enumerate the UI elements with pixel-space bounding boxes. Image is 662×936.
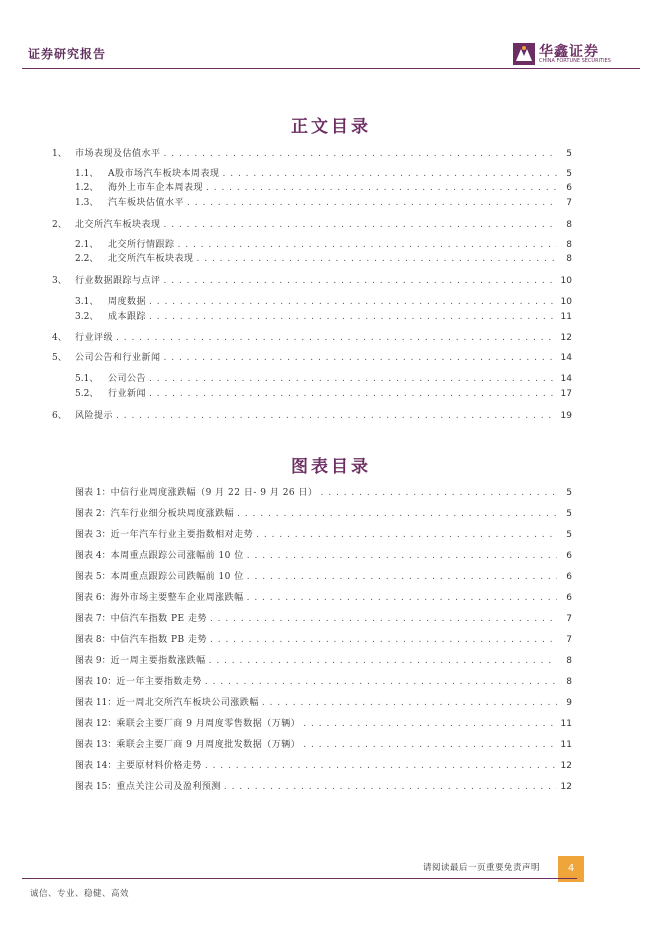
dot-leader xyxy=(206,182,557,194)
figure-entry-label: 近一周北交所汽车板块公司涨跌幅 xyxy=(116,698,259,708)
toc-entry-page: 8 xyxy=(566,240,572,250)
figure-entry-num: 图表 6： xyxy=(75,593,111,603)
figure-entry-label: 中信行业周度涨跌幅（9 月 22 日- 9 月 26 日） xyxy=(110,488,318,498)
toc-title: 正文目录 xyxy=(291,117,371,137)
toc-entry[interactable] xyxy=(75,373,572,385)
dot-leader xyxy=(247,550,557,562)
toc-entry-label: 行业新闻 xyxy=(108,389,147,399)
dot-leader xyxy=(303,739,557,751)
figure-entry-label: 中信汽车指数 PE 走势 xyxy=(110,614,207,624)
dot-leader xyxy=(164,219,557,231)
dot-leader xyxy=(178,239,557,251)
dot-leader xyxy=(262,697,557,709)
figure-entry-num: 图表 5： xyxy=(75,572,111,582)
dot-leader xyxy=(116,410,557,422)
header-divider xyxy=(22,68,640,69)
toc-entry-label: 公司公告 xyxy=(108,374,147,384)
figure-entry[interactable] xyxy=(75,487,572,499)
figure-entry-num: 图表 10： xyxy=(75,677,117,687)
toc-entry-page: 10 xyxy=(560,276,572,286)
toc-entry-num: 2.2、 xyxy=(75,254,99,264)
figure-entry-num: 图表 14： xyxy=(75,761,117,771)
dot-leader xyxy=(210,634,557,646)
figure-entry-label: 近一年主要指数走势 xyxy=(116,677,202,687)
dot-leader xyxy=(247,592,557,604)
toc-entry[interactable] xyxy=(75,197,572,209)
dot-leader xyxy=(205,676,557,688)
toc-entry-page: 19 xyxy=(560,411,572,421)
toc-entry-num: 1.3、 xyxy=(75,198,99,208)
toc-entry-num: 1、 xyxy=(52,149,67,159)
dot-leader xyxy=(164,352,557,364)
dot-leader xyxy=(149,311,557,323)
figure-entry[interactable] xyxy=(75,697,572,709)
dot-leader xyxy=(149,373,557,385)
figure-entry-page: 7 xyxy=(566,614,572,624)
dot-leader xyxy=(164,275,557,287)
toc-entry-page: 17 xyxy=(560,389,572,399)
toc-entry-page: 5 xyxy=(566,149,572,159)
toc-entry-page: 10 xyxy=(560,297,572,307)
figure-entry-page: 6 xyxy=(566,593,572,603)
toc-entry-num: 2.1、 xyxy=(75,240,99,250)
figure-entry-label: 本周重点跟踪公司跌幅前 10 位 xyxy=(110,572,244,582)
toc-entry-num: 5.2、 xyxy=(75,389,99,399)
figure-entry-num: 图表 9： xyxy=(75,656,111,666)
company-motto: 诚信、专业、稳健、高效 xyxy=(30,889,130,899)
toc-entry[interactable] xyxy=(75,388,572,400)
toc-entry-num: 3.1、 xyxy=(75,297,99,307)
figure-entry[interactable] xyxy=(75,781,572,793)
figure-entry-num: 图表 12： xyxy=(75,719,117,729)
toc-entry-num: 4、 xyxy=(52,333,67,343)
figure-entry-label: 主要原材料价格走势 xyxy=(116,761,202,771)
figure-entry-num: 图表 11： xyxy=(75,698,117,708)
figure-entry-num: 图表 15： xyxy=(75,782,117,792)
figure-entry[interactable] xyxy=(75,634,572,646)
toc-entry-page: 5 xyxy=(566,169,572,179)
page-number: 4 xyxy=(558,856,584,882)
toc-entry-label: 成本跟踪 xyxy=(108,312,147,322)
figure-entry-page: 7 xyxy=(566,635,572,645)
figure-entry-page: 9 xyxy=(566,698,572,708)
figure-entry-page: 8 xyxy=(566,656,572,666)
toc-entry-num: 3.2、 xyxy=(75,312,99,322)
toc-entry[interactable] xyxy=(52,410,572,422)
dot-leader xyxy=(237,508,557,520)
dot-leader xyxy=(164,148,557,160)
figure-entry-label: 汽车行业细分板块周度涨跌幅 xyxy=(110,509,235,519)
toc-entry[interactable] xyxy=(52,332,572,344)
figure-entry-page: 8 xyxy=(566,677,572,687)
toc-entry-label: 汽车板块估值水平 xyxy=(108,198,185,208)
toc-entry[interactable] xyxy=(75,311,572,323)
figure-entry[interactable] xyxy=(75,592,572,604)
toc-entry-label: 北交所行情跟踪 xyxy=(108,240,175,250)
figures-title: 图表目录 xyxy=(291,457,371,477)
dot-leader xyxy=(149,296,557,308)
figure-entry[interactable] xyxy=(75,508,572,520)
toc-entry-page: 6 xyxy=(566,183,572,193)
logo-text-cn: 华鑫证券 xyxy=(539,44,599,60)
toc-entry-num: 3、 xyxy=(52,276,67,286)
toc-entry[interactable] xyxy=(75,296,572,308)
figure-entry[interactable] xyxy=(75,571,572,583)
toc-entry-label: 北交所汽车板块表现 xyxy=(108,254,194,264)
toc-entry-label: 行业评级 xyxy=(75,333,114,343)
toc-entry-num: 6、 xyxy=(52,411,67,421)
dot-leader xyxy=(209,655,557,667)
figure-entry-label: 近一周主要指数涨跌幅 xyxy=(110,656,206,666)
figure-entry-page: 6 xyxy=(566,572,572,582)
figure-entry-label: 乘联会主要厂商 9 月周度零售数据（万辆） xyxy=(116,719,301,729)
dot-leader xyxy=(149,388,557,400)
toc-entry-page: 11 xyxy=(560,312,572,322)
toc-entry-label: 海外上市车企本周表现 xyxy=(108,183,204,193)
footer-divider xyxy=(22,878,577,879)
figure-entry-label: 海外市场主要整车企业周涨跌幅 xyxy=(110,593,244,603)
toc-entry-num: 5.1、 xyxy=(75,374,99,384)
dot-leader xyxy=(303,718,557,730)
dot-leader xyxy=(116,332,557,344)
figure-entry[interactable] xyxy=(75,718,572,730)
toc-entry[interactable] xyxy=(75,239,572,251)
toc-entry[interactable] xyxy=(52,219,572,231)
toc-entry-page: 7 xyxy=(566,198,572,208)
figure-entry[interactable] xyxy=(75,760,572,772)
figure-entry[interactable] xyxy=(75,739,572,751)
toc-entry-label: 风险提示 xyxy=(75,411,114,421)
dot-leader xyxy=(224,781,557,793)
figure-entry-page: 5 xyxy=(566,509,572,519)
figure-entry-num: 图表 3： xyxy=(75,530,111,540)
figure-entry[interactable] xyxy=(75,613,572,625)
figure-entry-label: 近一年汽车行业主要指数相对走势 xyxy=(110,530,254,540)
toc-entry[interactable] xyxy=(52,148,572,160)
figure-entry-page: 12 xyxy=(560,782,572,792)
toc-entry-label: 公司公告和行业新闻 xyxy=(75,353,161,363)
figure-entry[interactable] xyxy=(75,550,572,562)
dot-leader xyxy=(205,760,557,772)
figure-entry-label: 本周重点跟踪公司涨幅前 10 位 xyxy=(110,551,244,561)
dot-leader xyxy=(187,197,557,209)
logo-mark-icon xyxy=(513,43,535,65)
figure-entry-num: 图表 8： xyxy=(75,635,111,645)
figure-entry-num: 图表 1： xyxy=(75,488,111,498)
figure-entry-page: 12 xyxy=(560,761,572,771)
toc-entry-label: A股市场汽车板块本周表现 xyxy=(108,169,220,179)
logo-text-en: CHINA FORTUNE SECURITIES xyxy=(539,58,611,64)
figure-entry-label: 中信汽车指数 PB 走势 xyxy=(110,635,207,645)
figure-entry-page: 6 xyxy=(566,551,572,561)
toc-entry-label: 北交所汽车板块表现 xyxy=(75,220,161,230)
toc-entry-label: 行业数据跟踪与点评 xyxy=(75,276,161,286)
dot-leader xyxy=(256,529,557,541)
figure-entry-page: 11 xyxy=(560,740,572,750)
toc-entry-page: 8 xyxy=(566,254,572,264)
figure-entry[interactable] xyxy=(75,676,572,688)
report-type-label: 证券研究报告 xyxy=(28,47,107,61)
toc-entry-num: 1.2、 xyxy=(75,183,99,193)
toc-entry[interactable] xyxy=(52,275,572,287)
dot-leader xyxy=(321,487,557,499)
figure-entry-num: 图表 7： xyxy=(75,614,111,624)
figure-entry-page: 11 xyxy=(560,719,572,729)
toc-entry[interactable] xyxy=(52,352,572,364)
figure-entry-num: 图表 2： xyxy=(75,509,111,519)
figure-entry-label: 重点关注公司及盈利预测 xyxy=(116,782,221,792)
figure-entry-page: 5 xyxy=(566,530,572,540)
toc-entry-page: 14 xyxy=(560,374,572,384)
toc-entry-page: 8 xyxy=(566,220,572,230)
figure-entry[interactable] xyxy=(75,529,572,541)
dot-leader xyxy=(197,253,557,265)
company-logo xyxy=(513,42,643,68)
toc-entry-page: 14 xyxy=(560,353,572,363)
toc-entry[interactable] xyxy=(75,253,572,265)
toc-entry-num: 5、 xyxy=(52,353,67,363)
toc-entry[interactable] xyxy=(75,168,572,180)
toc-entry-label: 周度数据 xyxy=(108,297,147,307)
toc-entry-label: 市场表现及估值水平 xyxy=(75,149,161,159)
figure-entry-num: 图表 13： xyxy=(75,740,117,750)
toc-entry-num: 1.1、 xyxy=(75,169,99,179)
figure-entry-label: 乘联会主要厂商 9 月周度批发数据（万辆） xyxy=(116,740,301,750)
figure-entry-page: 5 xyxy=(566,488,572,498)
toc-entry-page: 12 xyxy=(560,333,572,343)
disclaimer-note: 请阅读最后一页重要免责声明 xyxy=(423,863,541,873)
figure-entry-num: 图表 4： xyxy=(75,551,111,561)
dot-leader xyxy=(223,168,557,180)
toc-entry-num: 2、 xyxy=(52,220,67,230)
dot-leader xyxy=(247,571,557,583)
toc-entry[interactable] xyxy=(75,182,572,194)
dot-leader xyxy=(210,613,557,625)
figure-entry[interactable] xyxy=(75,655,572,667)
